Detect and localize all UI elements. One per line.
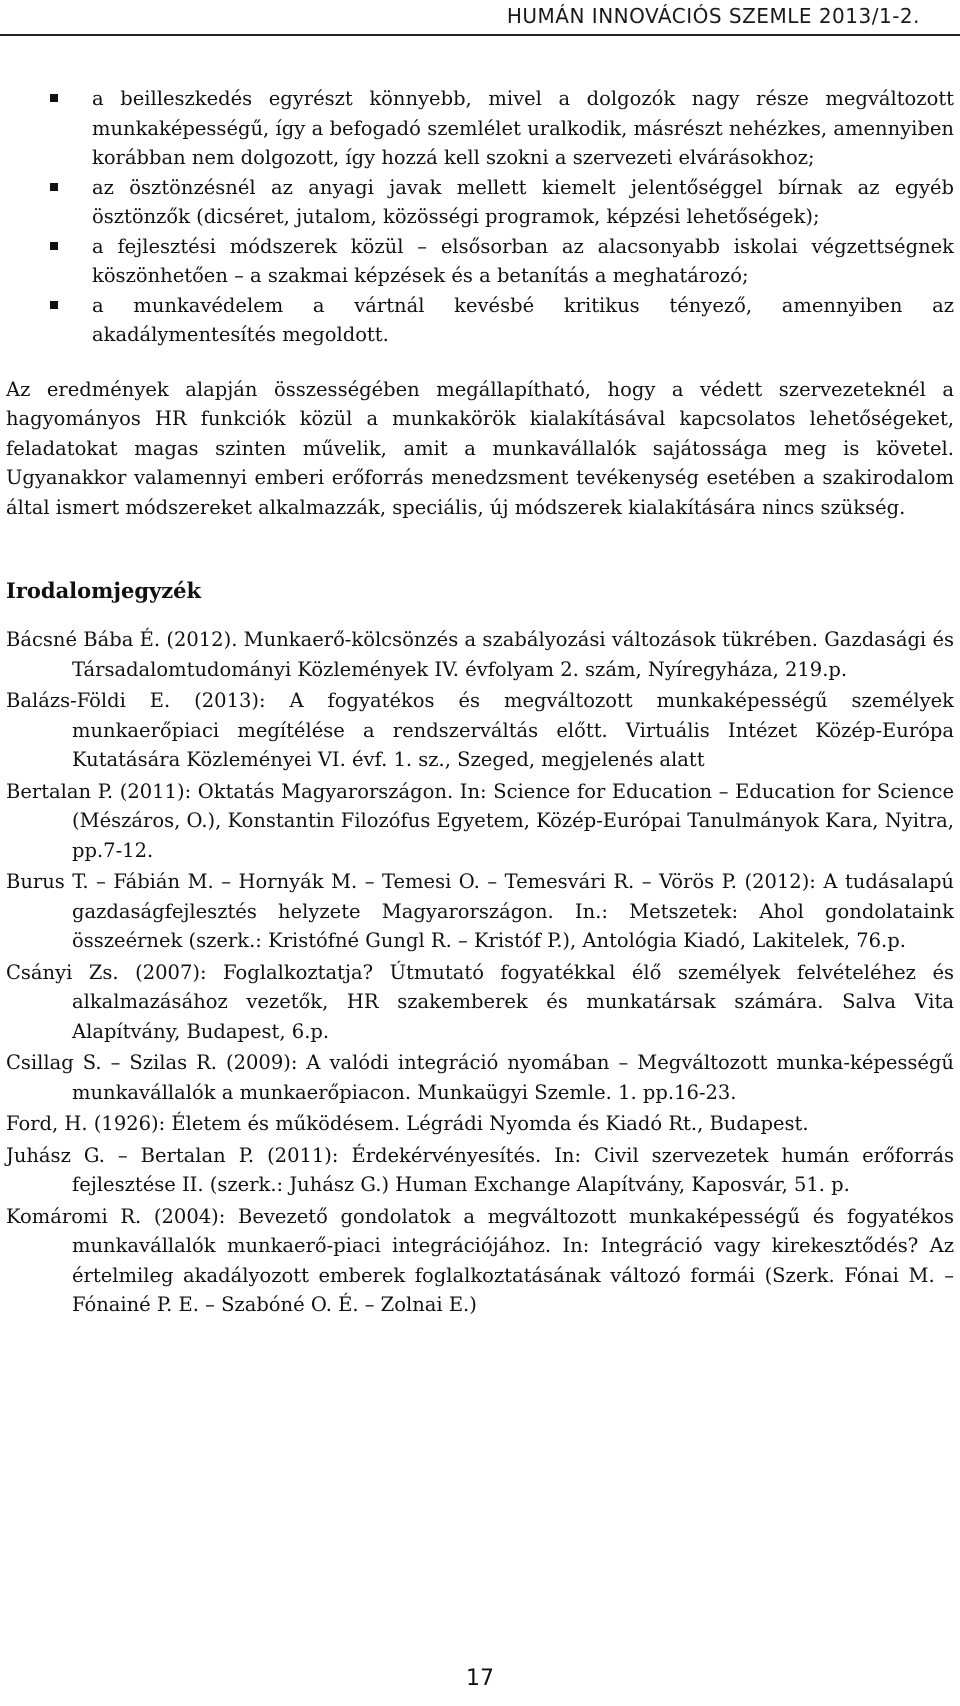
page-number: 17 (466, 1666, 494, 1691)
running-header: HUMÁN INNOVÁCIÓS SZEMLE 2013/1-2. (506, 4, 920, 28)
reference-entry: Bertalan P. (2011): Oktatás Magyarországon. In: Science for Education – Education for Science (Mészáros, O.), Konstantin Filozófus Egyetem, Közép-Európai Tanulmányok Kara, Nyitra, pp.7-12. (6, 779, 954, 862)
bullet-item (6, 84, 954, 173)
reference-entry: Ford, H. (1926): Életem és működésem. Légrádi Nyomda és Kiadó Rt., Budapest. (6, 1112, 809, 1135)
reference-entry: Juhász G. – Bertalan P. (2011): Érdekérvényesítés. In: Civil szervezetek humán erőforrás fejlesztése II. (szerk.: Juhász G.) Human Exchange Alapítvány, Kaposvár, 51. p. (6, 1143, 954, 1196)
bullet-text: a fejlesztési módszerek közül – elsősorban az alacsonyabb iskolai végzettségnek köszönhetően – a szakmai képzések és a betanítás a meghatározó; (92, 234, 954, 287)
bullet-text: az ösztönzésnél az anyagi javak mellett kiemelt jelentőséggel bírnak az egyéb ösztönzők (dicséret, jutalom, közösségi programok, képzési lehetőségek); (92, 175, 954, 228)
bullet-text: a munkavédelem a vártnál kevésbé kritikus tényező, amennyiben az akadálymentesítés megoldott. (92, 293, 954, 346)
body-paragraph: Az eredmények alapján összességében megállapítható, hogy a védett szervezeteknél a hagyományos HR funkciók közül a munkakörök kialakításával kapcsolatos lehetőségeket, feladatokat magas szinten művelik, amit a munkavállalók sajátossága meg is követel. Ugyanakkor valamennyi emberi erőforrás menedzsment tevékenység esetében a szakirodalom által ismert módszereket alkalmazzák, speciális, új módszerek kialakítására nincs szükség. (6, 377, 954, 519)
square-bullet-icon (50, 183, 58, 191)
header-rule (0, 34, 960, 36)
square-bullet-icon (50, 94, 58, 102)
reference-entry: Csányi Zs. (2007): Foglalkoztatja? Útmutató fogyatékkal élő személyek felvételéhez és alkalmazásához vezetők, HR szakemberek és munkatársak számára. Salva Vita Alapítvány, Budapest, 6.p. (6, 960, 954, 1043)
square-bullet-icon (50, 301, 58, 309)
square-bullet-icon (50, 242, 58, 250)
reference-entry: Burus T. – Fábián M. – Hornyák M. – Temesi O. – Temesvári R. – Vörös P. (2012): A tudásalapú gazdaságfejlesztés helyzete Magyarországon. In.: Metszetek: Ahol gondolataink összeérnek (szerk.: Kristófné Gungl R. – Kristóf P.), Antológia Kiadó, Lakitelek, 76.p. (6, 870, 954, 952)
reference-entry: Balázs-Földi E. (2013): A fogyatékos és megváltozott munkaképességű személyek munkaerőpiaci megítélése a rendszerváltás előtt. Virtuális Intézet Közép-Európa Kutatására Közleményei VI. évf. 1. sz., Szeged, megjelenés alatt (6, 689, 954, 771)
bullet-item (6, 232, 954, 291)
bullet-item (6, 291, 954, 350)
reference-entry: Komáromi R. (2004): Bevezető gondolatok a megváltozott munkaképességű és fogyatékos munkavállalók munkaerő-piaci integrációjához. In: Integráció vagy kirekesztődés? Az értelmileg akadályozott emberek foglalkoztatásának változó formái (Szerk. Fónai M. – Fónainé P. E. – Szabóné O. É. – Zolnai E.) (6, 1204, 954, 1316)
reference-list (6, 625, 954, 1320)
reference-entry: Bácsné Bába É. (2012). Munkaerő-kölcsönzés a szabályozási változások tükrében. Gazdasági és Társadalomtudományi Közlemények IV. évfolyam 2. szám, Nyíregyháza, 219.p. (6, 628, 954, 681)
bullet-list (6, 84, 954, 350)
references-heading: Irodalomjegyzék (6, 578, 202, 603)
bullet-item (6, 173, 954, 232)
page-content (6, 84, 954, 1322)
reference-entry: Csillag S. – Szilas R. (2009): A valódi integráció nyomában – Megváltozott munka-képességű munkavállalók a munkaerőpiacon. Munkaügyi Szemle. 1. pp.16-23. (6, 1051, 954, 1104)
bullet-text: a beilleszkedés egyrészt könnyebb, mivel a dolgozók nagy része megváltozott munkaképességű, így a befogadó szemlélet uralkodik, másrészt nehézkes, amennyiben korábban nem dolgozott, így hozzá kell szokni a szervezeti elvárásokhoz; (92, 87, 954, 169)
